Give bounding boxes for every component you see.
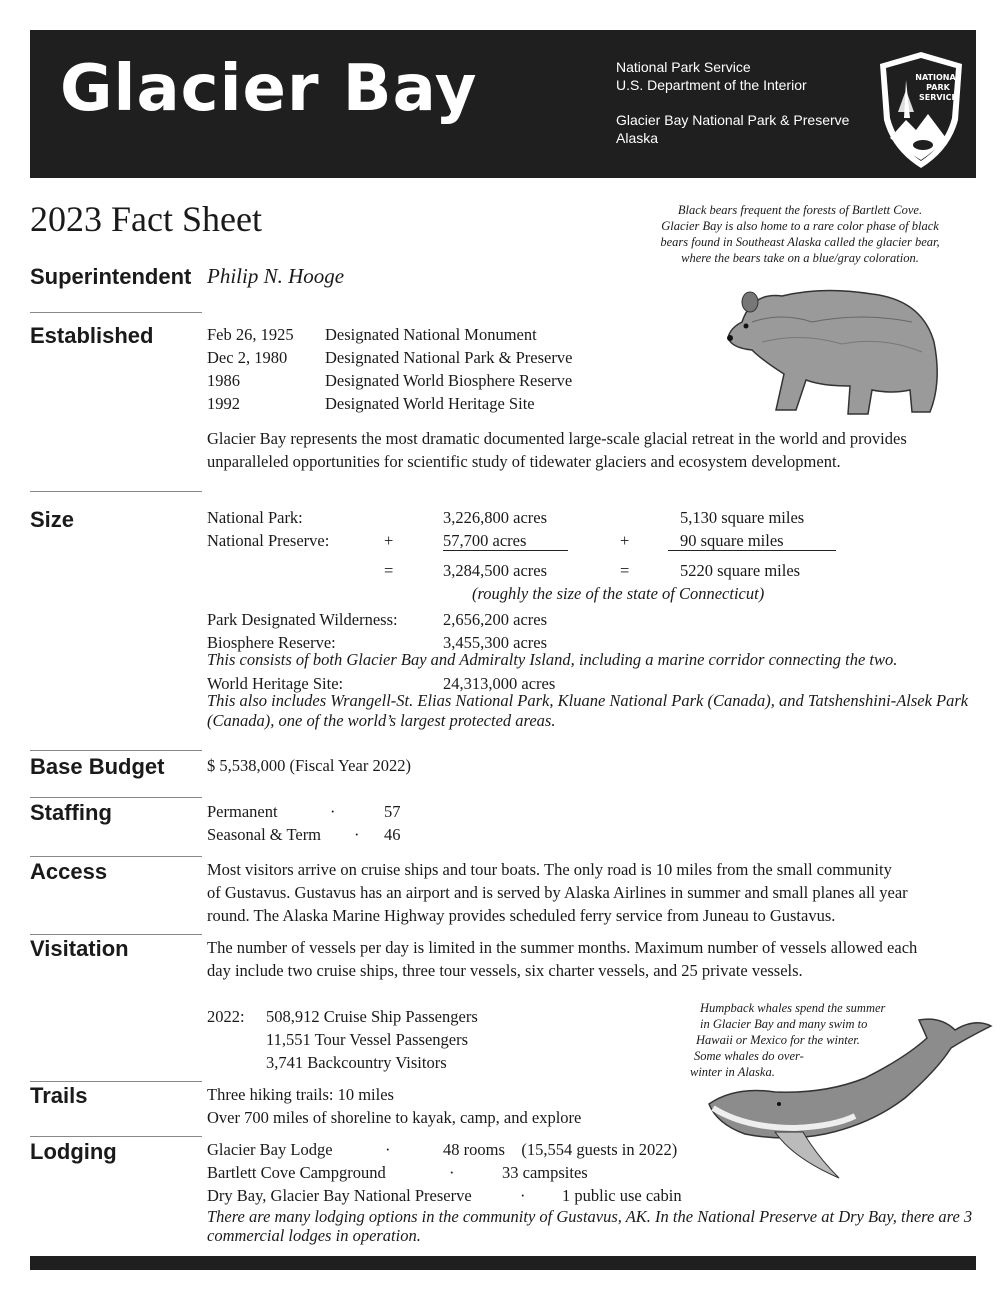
bear-caption: Black bears frequent the forests of Bartlett Cove. Glacier Bay is also home to a rare color phase of black bears found in Southeast Alaska called the glacier bear, where the bears take on a blue/gray coloration.: [660, 203, 940, 265]
park-square-miles: 5,130 square miles: [680, 508, 805, 527]
section-divider: [30, 491, 202, 492]
budget-value: $ 5,538,000 (Fiscal Year 2022): [207, 756, 411, 775]
staff-type: Permanent: [207, 802, 278, 821]
lodging-dot: ·: [449, 1163, 455, 1182]
visitation-label: Visitation: [30, 936, 129, 961]
logo-text-line-2: PARK: [926, 83, 950, 92]
sum-underline: [443, 550, 568, 551]
park-full-name: Glacier Bay National Park & Preserve: [616, 112, 850, 128]
wilderness-label: Park Designated Wilderness:: [207, 610, 398, 629]
wilderness-acres: 2,656,200 acres: [443, 610, 548, 629]
heritage-note: This also includes Wrangell-St. Elias National Park, Kluane National Park (Canada), and Tatshenshini-Alsek Park (Canada), one of the world’s largest protected areas.: [207, 691, 969, 730]
established-date: 1992: [207, 394, 240, 413]
lodging-detail: 48 rooms (15,554 guests in 2022): [443, 1140, 678, 1159]
preserve-acres: 57,700 acres: [443, 531, 527, 550]
lodging-dot: ·: [385, 1140, 391, 1159]
whale-caption: Humpback whales spend the summer in Glacier Bay and many swim to Hawaii or Mexico for the winter. Some whales do over- winter in Alaska.: [690, 1001, 886, 1079]
budget-label: Base Budget: [30, 754, 165, 779]
trails-line: Three hiking trails: 10 miles: [207, 1085, 394, 1104]
biosphere-acres: 3,455,300 acres: [443, 633, 548, 652]
park-acres: 3,226,800 acres: [443, 508, 548, 527]
staff-type: Seasonal & Term: [207, 825, 322, 844]
superintendent-label: Superintendent: [30, 264, 192, 289]
staff-dot: ·: [330, 802, 336, 821]
size-label: Size: [30, 507, 75, 532]
black-bear-illustration: [722, 282, 952, 422]
logo-text-line-1: NATIONAL: [915, 73, 961, 82]
section-divider: [30, 797, 202, 798]
visitation-line: day include two cruise ships, three tour vessels, six charter vessels, and 25 private vessels.: [207, 961, 803, 980]
access-label: Access: [30, 859, 108, 884]
park-title: Glacier Bay: [60, 52, 478, 126]
visitation-stat: 508,912 Cruise Ship Passengers: [266, 1007, 478, 1026]
access-line: round. The Alaska Marine Highway provides scheduled ferry service from Juneau to Gustavus.: [207, 906, 836, 925]
plus-sign: +: [620, 531, 630, 550]
park-size-label: National Park:: [207, 508, 303, 527]
lodging-note: There are many lodging options in the community of Gustavus, AK. In the National Preserve at Dry Bay, there are 3 commercial lodges in operation.: [207, 1207, 973, 1245]
established-date: 1986: [207, 371, 240, 390]
staffing-label: Staffing: [30, 800, 112, 825]
header-banner: [30, 30, 976, 178]
section-divider: [30, 312, 202, 313]
sum-underline: [668, 550, 836, 551]
trails-label: Trails: [30, 1083, 88, 1108]
established-paragraph: Glacier Bay represents the most dramatic documented large-scale glacial retreat in the world and provides unparalleled opportunities for scientific study of tidewater glaciers and ecosystem development.: [207, 429, 907, 471]
lodging-label: Lodging: [30, 1139, 117, 1164]
section-divider: [30, 934, 202, 935]
staff-count: 57: [384, 802, 401, 821]
section-divider: [30, 856, 202, 857]
heritage-label: World Heritage Site:: [207, 674, 344, 693]
heritage-acres: 24,313,000 acres: [443, 674, 556, 693]
agency-name: National Park Service: [616, 59, 751, 75]
agency-info: [616, 58, 849, 147]
established-label: Established: [30, 323, 154, 348]
biosphere-note: This consists of both Glacier Bay and Admiralty Island, including a marine corridor connecting the two.: [207, 650, 898, 669]
total-square-miles: 5220 square miles: [680, 561, 801, 580]
section-divider: [30, 1081, 202, 1082]
visitation-stat: 11,551 Tour Vessel Passengers: [266, 1030, 469, 1049]
section-divider: [30, 1136, 202, 1137]
department-name: U.S. Department of the Interior: [616, 77, 807, 93]
humpback-whale-illustration: [705, 1008, 995, 1188]
equals-sign: =: [384, 561, 394, 580]
preserve-square-miles: 90 square miles: [680, 531, 784, 550]
plus-sign: +: [384, 531, 394, 550]
lodging-detail: 1 public use cabin: [562, 1186, 682, 1205]
lodging-name: Bartlett Cove Campground: [207, 1163, 386, 1182]
visitation-stat: 3,741 Backcountry Visitors: [266, 1053, 447, 1072]
established-date: Dec 2, 1980: [207, 348, 288, 367]
footer-bar: [30, 1256, 976, 1270]
established-desc: Designated World Biosphere Reserve: [325, 371, 573, 390]
access-line: of Gustavus. Gustavus has an airport and is served by Alaska Airlines in summer and small planes all year: [207, 883, 908, 902]
preserve-size-label: National Preserve:: [207, 531, 330, 550]
total-acres: 3,284,500 acres: [443, 561, 548, 580]
established-desc: Designated National Monument: [325, 325, 537, 344]
visitation-line: The number of vessels per day is limited in the summer months. Maximum number of vessels allowed each: [207, 938, 918, 957]
access-line: Most visitors arrive on cruise ships and tour boats. The only road is 10 miles from the small community: [207, 860, 892, 879]
size-comparison: (roughly the size of the state of Connecticut): [472, 584, 765, 603]
lodging-name: Glacier Bay Lodge: [207, 1140, 333, 1159]
lodging-detail: 33 campsites: [502, 1163, 588, 1182]
staff-dot: ·: [354, 825, 360, 844]
fact-sheet-title: 2023 Fact Sheet: [30, 199, 262, 239]
lodging-name: Dry Bay, Glacier Bay National Preserve: [207, 1186, 472, 1205]
equals-sign: =: [620, 561, 630, 580]
section-divider: [30, 750, 202, 751]
staff-count: 46: [384, 825, 401, 844]
visitation-year: 2022:: [207, 1007, 245, 1026]
logo-text-line-3: SERVICE: [919, 93, 957, 102]
superintendent-name: Philip N. Hooge: [207, 264, 345, 288]
state-name: Alaska: [616, 130, 659, 146]
established-date: Feb 26, 1925: [207, 325, 294, 344]
biosphere-label: Biosphere Reserve:: [207, 633, 336, 652]
nps-arrowhead-logo-icon: [876, 50, 966, 170]
established-desc: Designated National Park & Preserve: [325, 348, 573, 367]
lodging-dot: ·: [520, 1186, 526, 1205]
established-desc: Designated World Heritage Site: [325, 394, 535, 413]
trails-line: Over 700 miles of shoreline to kayak, camp, and explore: [207, 1108, 582, 1127]
